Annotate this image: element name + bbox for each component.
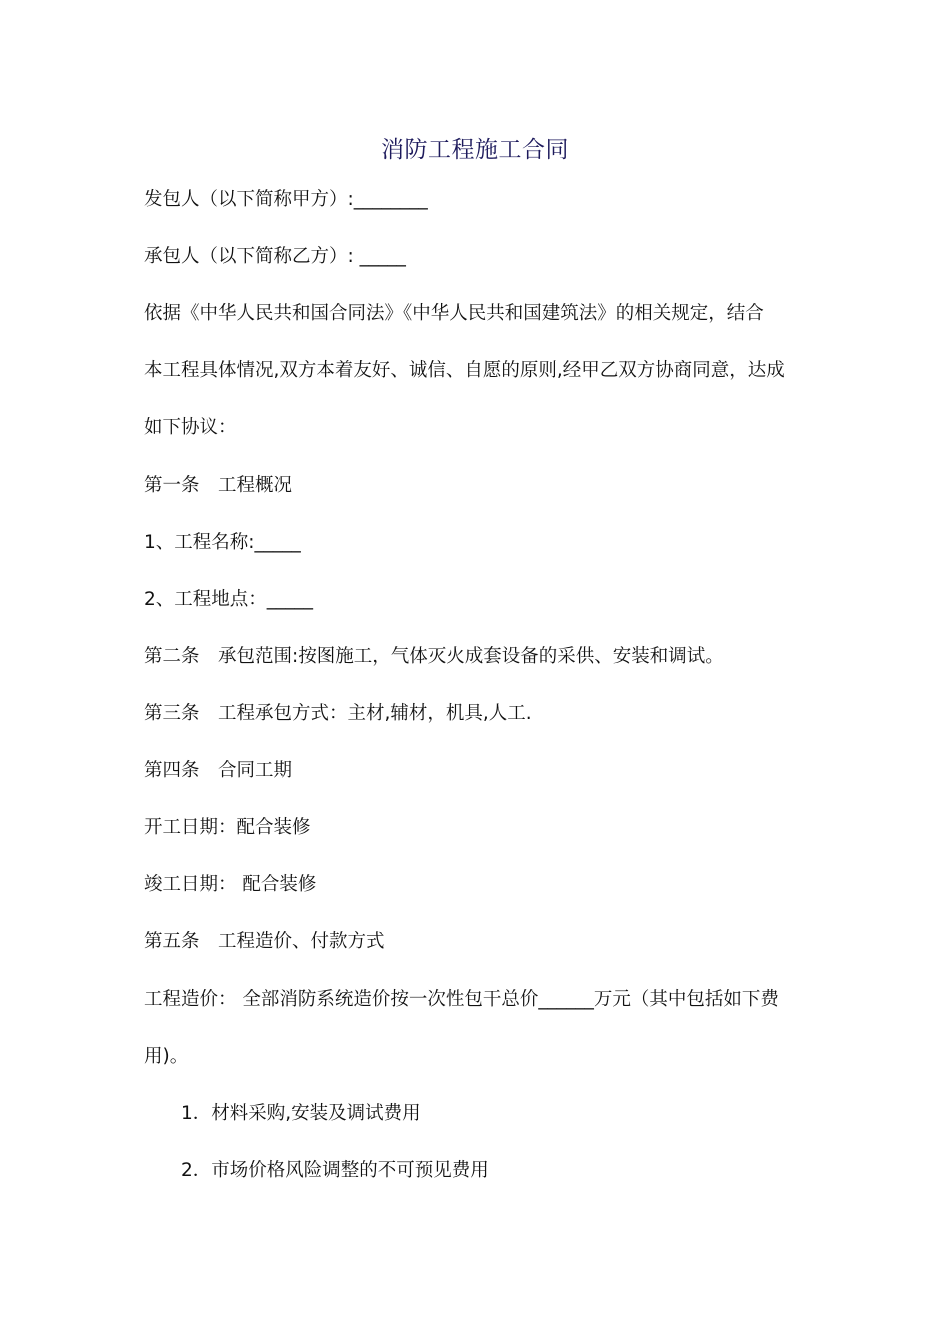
party-b-line: 承包人（以下简称乙方）: _____ [144, 246, 406, 267]
cost-item-2: 2．市场价格风险调整的不可预见费用 [181, 1160, 489, 1181]
preamble-line-2: 本工程具体情况,双方本着友好、诚信、自愿的原则,经甲乙双方协商同意，达成 [144, 360, 785, 381]
start-date-line: 开工日期：配合装修 [144, 817, 311, 838]
project-cost-line-2: 用)。 [144, 1046, 189, 1067]
cost-item-1: 1．材料采购,安装及调试费用 [181, 1103, 421, 1124]
document-title: 消防工程施工合同 [381, 137, 569, 163]
article-1-heading: 第一条 工程概况 [144, 475, 293, 496]
article-2-line: 第二条 承包范围:按图施工，气体灭火成套设备的采供、安装和调试。 [144, 646, 724, 667]
article-4-heading: 第四条 合同工期 [144, 760, 293, 781]
article-3-line: 第三条 工程承包方式：主材,辅材，机具,人工. [144, 703, 532, 724]
article-5-heading: 第五条 工程造价、付款方式 [144, 931, 385, 952]
party-a-line: 发包人（以下简称甲方）:________ [144, 189, 428, 210]
project-name-line: 1、工程名称:_____ [144, 532, 301, 553]
project-cost-line-1: 工程造价： 全部消防系统造价按一次性包干总价______万元（其中包括如下费 [144, 989, 779, 1010]
preamble-line-3: 如下协议： [144, 417, 237, 438]
completion-date-line: 竣工日期： 配合装修 [144, 874, 317, 895]
project-location-line: 2、工程地点：_____ [144, 589, 314, 610]
preamble-line-1: 依据《中华人民共和国合同法》《中华人民共和国建筑法》的相关规定，结合 [144, 303, 764, 324]
